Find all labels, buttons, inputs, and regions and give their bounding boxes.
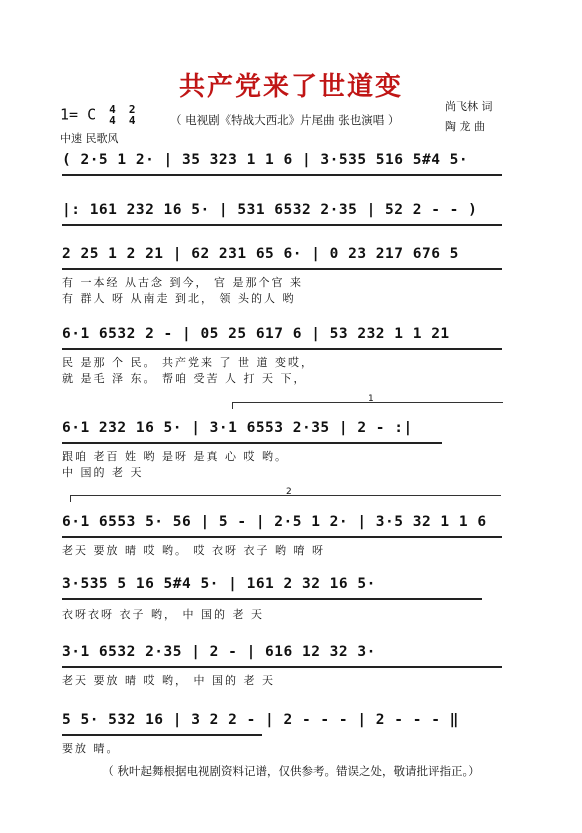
lyric-verse-2: 就 是毛 泽 东。 帮咱 受苦 人 打 天 下， [62, 372, 307, 385]
lyric-verse-1: 民 是那 个 民。 共产党来 了 世 道 变哎， [62, 356, 314, 369]
beam-line [62, 734, 262, 736]
meter-four-four: 4 4 [109, 103, 116, 127]
lyric-verse-1: 老天 要放 晴 哎 哟， 中 国的 老 天 [62, 674, 275, 687]
lyric-verse-1: 跟咱 老百 姓 哟 是呀 是真 心 哎 哟。 [62, 450, 288, 463]
lyric-verse-1: 有 一本经 从古念 到今， 官 是那个官 来 [62, 276, 303, 289]
meter-two-four: 2 4 [128, 103, 136, 127]
lyric-verse-1: 老天 要放 晴 哎 哟。 哎 衣呀 衣子 哟 唷 呀 [62, 544, 325, 557]
first-ending-number: 1 [368, 394, 374, 404]
first-ending-bracket [232, 394, 503, 409]
footnote: （ 秋叶起舞根据电视剧资料记谱，仅供参考。错误之处，敬请批评指正。） [102, 764, 480, 778]
second-ending-bracket [70, 487, 501, 502]
subtitle: （ 电视剧《特战大西北》片尾曲 张也演唱 ） [170, 113, 400, 127]
beam-line [62, 598, 482, 600]
lyric-verse-2: 中 国的 老 天 [62, 466, 144, 479]
lyricist-credit: 尚飞林 词 [445, 100, 493, 113]
beam-line [62, 348, 502, 350]
key-signature [60, 104, 135, 126]
notation-line: ( 2·5 1 2· | 35 323 1 1 6 | 3·535 516 5#4 5· [62, 152, 469, 168]
notation-line: 3·535 5 16 5#4 5· | 161 2 32 16 5· [62, 576, 376, 592]
beam-line [62, 224, 502, 226]
notation-line: 2 25 1 2 21 | 62 231 65 6· | 0 23 217 676 5 [62, 246, 459, 262]
beam-line [62, 536, 502, 538]
second-ending-number: 2 [286, 487, 292, 497]
notation-line: |: 161 232 16 5· | 531 6532 2·35 | 52 2 - - ) [62, 202, 478, 218]
tempo-marking: 中速 民歌风 [60, 132, 119, 145]
notation-line: 6·1 6553 5· 56 | 5 - | 2·5 1 2· | 3·5 32 1 1 6 [62, 514, 487, 530]
page-title: 共产党来了世道变 [178, 72, 403, 102]
beam-line [62, 442, 442, 444]
notation-line: 3·1 6532 2·35 | 2 - | 616 12 32 3· [62, 644, 376, 660]
lyric-verse-1: 要放 晴。 [62, 742, 120, 755]
beam-line [62, 268, 502, 270]
beam-line [62, 666, 502, 668]
composer-credit: 陶 龙 曲 [445, 120, 485, 133]
notation-line: 5 5· 532 16 | 3 2 2 - | 2 - - - | 2 - - - ‖ [62, 712, 459, 728]
beam-line [62, 174, 502, 176]
lyric-verse-2: 有 群人 呀 从南走 到北， 领 头的人 哟 [62, 292, 296, 305]
lyric-verse-1: 衣呀衣呀 衣子 哟， 中 国的 老 天 [62, 608, 264, 621]
notation-line: 6·1 6532 2 - | 05 25 617 6 | 53 232 1 1 21 [62, 326, 450, 342]
key-label: 1= C [60, 105, 97, 124]
notation-line: 6·1 232 16 5· | 3·1 6553 2·35 | 2 - :| [62, 420, 413, 436]
